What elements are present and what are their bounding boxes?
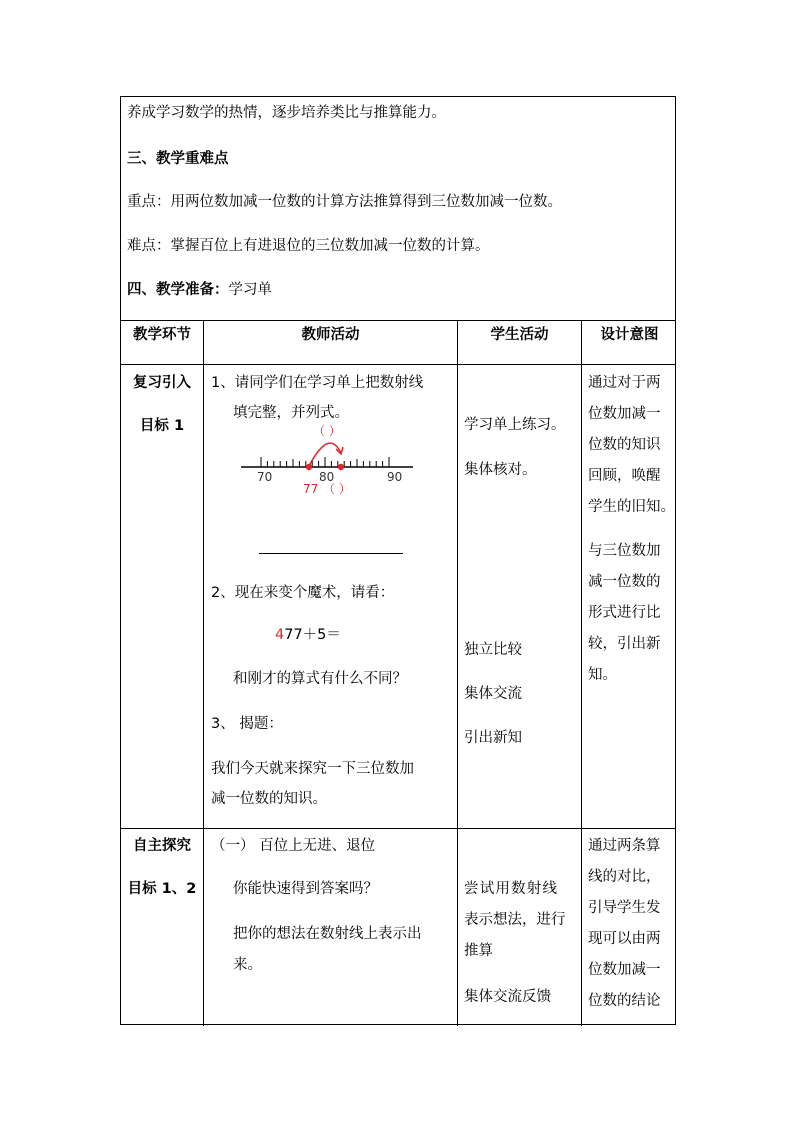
intro-line-1: 养成学习数学的热情，逐步培养类比与推算能力。: [127, 105, 446, 121]
col-rule-2: [457, 320, 458, 1026]
row1-teacher-item1-l2: 填完整，并列式。: [233, 405, 349, 421]
header-intent: 设计意图: [600, 327, 659, 343]
row1-teacher-question: 和刚才的算式有什么不同？: [233, 671, 407, 687]
number-line-figure: [237, 415, 417, 495]
label-80: 80: [319, 470, 335, 484]
row2-teacher-q2-l1: 把你的想法在数射线上表示出: [233, 926, 422, 942]
row1-intent-6: 与三位数加: [588, 543, 661, 559]
magic-expression: [275, 625, 341, 645]
row1-intent-3: 位数的知识: [588, 437, 661, 453]
label-77: 77: [303, 482, 319, 495]
header-student: 学生活动: [490, 327, 549, 343]
rule-header-bottom: [121, 364, 675, 365]
row2-student-4: 集体交流反馈: [464, 989, 551, 1005]
row1-teacher-item1-l1: 1、请同学们在学习单上把数射线: [211, 375, 424, 391]
point-77: [306, 464, 312, 470]
label-90: 90: [387, 470, 403, 484]
rule-row1-bottom: [121, 828, 675, 829]
difficulty-point: 难点：掌握百位上有进退位的三位数加减一位数的计算。: [127, 238, 490, 254]
answer-line: [259, 553, 403, 554]
label-70: 70: [257, 470, 273, 484]
row1-teacher-wrap-l2: 减一位数的知识。: [211, 791, 327, 807]
row1-student-2: 集体核对。: [464, 462, 537, 478]
row1-intent-7: 减一位数的: [588, 574, 661, 590]
row2-stage-goal: 目标 1、2: [127, 881, 197, 897]
rule-header-top: [121, 320, 675, 321]
row1-intent-1: 通过对于两: [588, 375, 661, 391]
row1-intent-8: 形式进行比: [588, 605, 661, 621]
expr-hundreds-digit: 4: [275, 627, 285, 643]
row1-teacher-wrap-l1: 我们今天就来探究一下三位数加: [211, 761, 414, 777]
row2-teacher-heading: （一） 百位上无进、退位: [211, 838, 376, 854]
row2-intent-1: 通过两条算: [588, 838, 661, 854]
row1-stage-goal: 目标 1: [139, 418, 185, 434]
lesson-plan-table: [120, 96, 676, 1025]
row1-intent-10: 知。: [588, 667, 617, 683]
section-4-title: 四、教学准备：: [127, 282, 229, 298]
row2-intent-4: 现可以由两: [588, 931, 661, 947]
header-teacher: 教师活动: [301, 327, 360, 343]
row1-student-1: 学习单上练习。: [464, 417, 566, 433]
row2-intent-5: 位数加减一: [588, 962, 661, 978]
row1-intent-4: 回顾，唤醒: [588, 468, 661, 484]
row1-student-4: 集体交流: [464, 686, 522, 702]
row1-stage-title: 复习引入: [133, 375, 191, 391]
number-line-ticks: [261, 457, 389, 467]
row2-student-2: 表示想法，进行: [464, 912, 566, 928]
row1-student-5: 引出新知: [464, 730, 522, 746]
row2-intent-3: 引导学生发: [588, 900, 661, 916]
blank-top: （ ）: [313, 424, 341, 438]
section-4: [127, 280, 272, 300]
row2-stage-title: 自主探究: [133, 838, 191, 854]
expr-rest: 77＋5＝: [284, 627, 341, 643]
col-rule-1: [203, 320, 204, 1026]
row1-student-3: 独立比较: [464, 642, 522, 658]
key-point: 重点：用两位数加减一位数的计算方法推算得到三位数加减一位数。: [127, 194, 562, 210]
col-rule-3: [581, 320, 582, 1026]
row1-intent-2: 位数加减一: [588, 406, 661, 422]
section-4-value: 学习单: [228, 282, 272, 298]
row2-teacher-q1: 你能快速得到答案吗？: [233, 881, 378, 897]
row2-intent-6: 位数的结论: [588, 993, 661, 1009]
row2-student-1: 尝试用数射线: [464, 881, 559, 897]
row1-teacher-item3: 3、 揭题：: [211, 716, 283, 732]
point-unknown: [338, 464, 344, 470]
section-3-title: 三、教学重难点: [127, 151, 229, 167]
row1-teacher-item2: 2、现在来变个魔术，请看：: [211, 585, 395, 601]
header-stage: 教学环节: [133, 327, 191, 343]
row1-intent-9: 较，引出新: [588, 636, 661, 652]
row2-student-3: 推算: [464, 943, 493, 959]
row2-teacher-q2-l2: 来。: [233, 957, 262, 973]
blank-bottom: （ ）: [323, 482, 351, 495]
row2-intent-2: 线的对比，: [588, 869, 661, 885]
row1-intent-5: 学生的旧知。: [588, 499, 675, 515]
